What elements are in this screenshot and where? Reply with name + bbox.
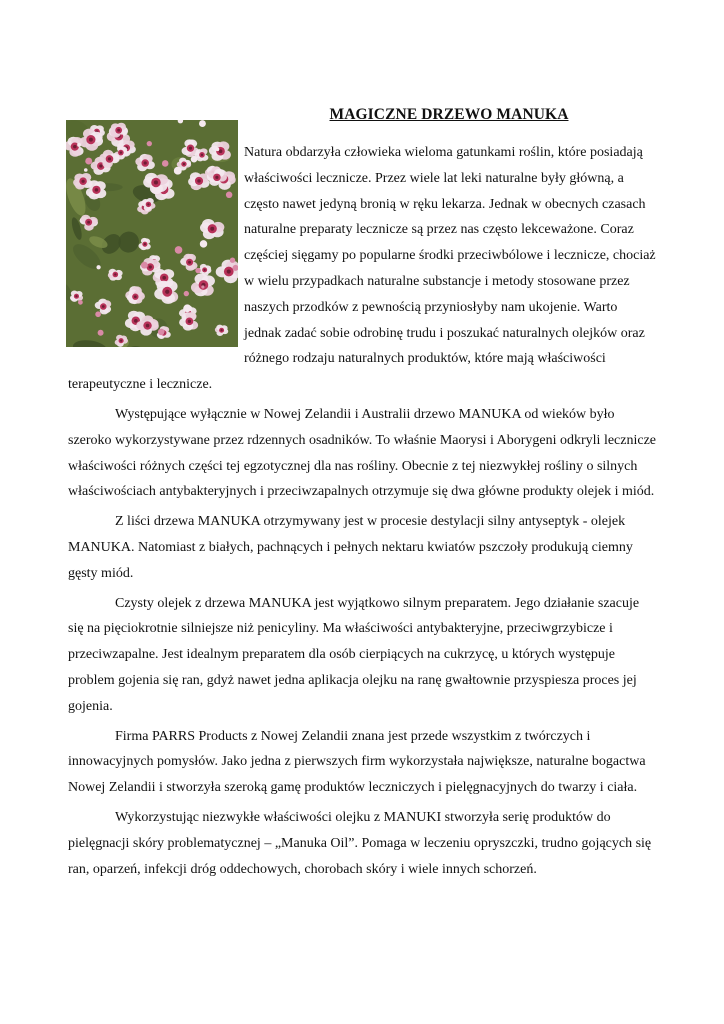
document-body (68, 140, 656, 886)
paragraph-6: Wykorzystując niezwykłe właściwości olejku z MANUKI stworzyła serię produktów do pielęgnacji skóry problematycznej – „Manuka Oil”. Pomaga w leczeniu opryszczki, trudno gojących się ran, oparzeń, infekcji dróg oddechowych, chorobach skóry i wiele innych schorzeń. (68, 809, 652, 877)
paragraph-3: Z liści drzewa MANUKA otrzymywany jest w procesie destylacji silny antyseptyk - olejek MANUKA. Natomiast z białych, pachnących i pełnych nektaru kwiatów pszczoły produkują ciemny gęsty miód. (68, 514, 633, 581)
paragraph-1: Natura obdarzyła człowieka wieloma gatunkami roślin, które posiadają właściwości lecznicze. Przez wiele lat leki naturalne były główną, a często nawet jedyną bronią w ręku lekarza. Jednak w obecnych czasach naturalne preparaty lecznicze są przez nas często lekceważone. Coraz częściej sięgamy po popularne środki przeciwbólowe i lecznicze, chociaż w wielu przypadkach naturalne substancje i metody stosowane przez naszych przodków z pewnością przyniosłyby nam ukojenie. Warto jednak zadać sobie odrobinę trudu i poszukać naturalnych olejków oraz różnego rodzaju naturalnych produktów, które mają właściwości terapeutyczne i lecznicze. (68, 145, 656, 393)
paragraph-5: Firma PARRS Products z Nowej Zelandii znana jest przede wszystkim z twórczych i innowacyjnych pomysłów. Jako jedna z pierwszych firm wykorzystała największe, naturalne bogactwa Nowej Zelandii i stworzyła szeroką gamę produktów leczniczych i pielęgnacyjnych do twarzy i ciała. (68, 728, 646, 796)
paragraph-4: Czysty olejek z drzewa MANUKA jest wyjątkowo silnym preparatem. Jego działanie szacuje się na pięciokrotnie silniejsze niż penicyliny. Ma właściwości antybakteryjne, przeciwgrzybicze i przeciwzapalne. Jest idealnym preparatem dla osób cierpiących na cukrzycę, u których występuje problem gojenia się ran, gdyż nawet jedna aplikacja olejku na ranę gwałtownie przyspiesza proces jej gojenia. (68, 595, 640, 714)
paragraph-2: Występujące wyłącznie w Nowej Zelandii i Australii drzewo MANUKA od wieków było szeroko wykorzystywane przez rdzennych osadników. To właśnie Maorysi i Aborygeni odkryli lecznicze właściwości różnych części tej egzotycznej dla nas rośliny. Obecnie z tej niezwykłej rośliny o silnych właściwościach antybakteryjnych i przeciwzapalnych otrzymuje się dwa główne produkty olejek i miód. (68, 406, 657, 500)
document-title: MAGICZNE DRZEWO MANUKA (329, 106, 569, 123)
image-float-space (68, 140, 244, 364)
